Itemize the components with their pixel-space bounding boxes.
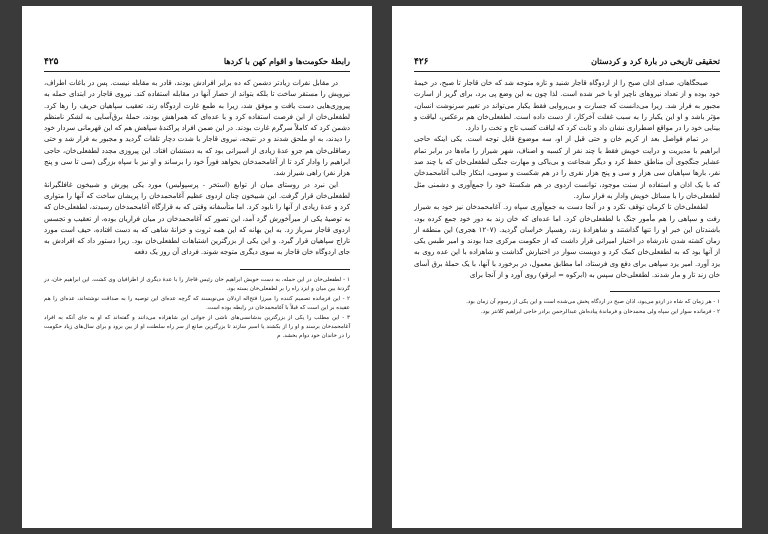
footnote-divider (610, 291, 720, 292)
running-head: تحقیقی تاریخی در بارهٔ کرد و کردستان (591, 56, 720, 66)
footnote: ۲ - فرمانده سوار این سپاه ولی محمدخان و فرماندهٔ پیاده‌اش عبدالرحمن برادر حاجی ابراهیم کلانتر بود. (481, 309, 720, 316)
page-number: ۴۲۶ (414, 57, 429, 67)
footnote-divider (240, 269, 350, 270)
body-text (414, 78, 720, 281)
footnotes (414, 298, 720, 317)
footnotes (44, 276, 350, 341)
running-head: رابطهٔ حکومت‌ها و اقوام کهن با کردها (223, 56, 350, 66)
footnote: ۱ - هر زمان که شاه در اردو می‌بود، اذان صبح در اردگاه پخش می‌شده است و این یکی از رسوم آن زمان بود. (466, 299, 720, 306)
page-number: ۴۲۵ (44, 57, 59, 67)
paragraph: در مقابل نفرات زیادتر دشمن که ده برابر افرادش بودند، قادر به مقابله نیست. پس در باغات اطراف، نیرویش را مستقر ساخت تا بلکه بتواند از حصار آنها در مقابله استفاده کند. نیروی قاجار در ابتدای حمله به پیروزی‌هایی دست یافت و موفق شد، زیرا به طمع غارت اردوگاه زند، تعقیب سپاهیان حریف را رها کرد. لطفعلی‌خان از این فرصت استفاده کرد و با عده‌ای که همراهش بودند، حملهٔ برق‌آسایی به لشکر نامنظم دشمن کرد که کاملاً سرگرم غارت بودند. در این ضمن افراد پراکندهٔ سپاهش هم که این قهرمانی سردار خود را دیدند، به او ملحق شدند و در نتیجه، نیروی قاجار با شدت دچار تلفات گردید و مجبور به فرار شد و حتی رضاقلی‌خان هم جزو عدهٔ زیادی از اسیرانی بود که به دستشان افتاد. این پیروزی مجدد لطفعلی‌خان، حاجی ابراهیم را وادار کرد تا از آغامحمدخان بخواهد فوراً خود را برساند و او نیز با سپاه بزرگی (سی تا سی و پنج هزار نفر) راهی شیراز شد. (44, 79, 350, 178)
footnote: ۳ - این مطلب را یکی از بزرگترین بدشانسی‌های ناشی از جوانی این شاهزاده می‌دانند و گفته‌اند که او به جای آنکه به افراد آغامحمدخان برسند و او را از بکشند یا اسیر سازند تا بزرگترین صانع از سر راه سلطنت او از بین برود و برای سال‌های زیاد حکومت را در خاندان خود دوام بخشد. م (44, 314, 350, 339)
right-book-page (392, 6, 742, 528)
paragraph: در تمام فواصل بعد از کریم خان و حتی قبل از او، سه موضوع قابل توجه است. یکی اینکه حاجی ابراهیم با مدیریت و درایت خویش فقط با چند نفر از کسبه و اصناف، شهر شیراز را ماه‌ها در برابر تمام عشایر جنگجوی آن مناطق حفظ کرد و دیگر شجاعت و بی‌باکی و مهارت جنگی لطفعلی‌خان که با چند صد نفر، بارها سپاهیان سی هزار و سی و پنج هزار نفری را در هم شکست و سومی، ابتکار جالب آغامحمدخان که با یک اذان و استفاده از سنت موجود، توانست اردوی در هم شکستهٔ خود را جمع‌آوری و دشمنی مثل لطفعلی‌خان را با مسائل خویش وادار به فرار سازد. (414, 135, 720, 200)
footnote: ۱ - لطفعلی‌خان در این حمله، به دست خویش ابراهیم خان رئیس قاجار را با عدهٔ دیگری از اطرافیان وی کشت. این ابراهیم خان، در گردنهٔ بین میان و ایزد راه را بر لطفعلی‌خان بسته بود. (44, 276, 350, 292)
paragraph: صبحگاهان، صدای اذان صبح را از اردوگاه قاجار شنید و تازه متوجه شد که خان قاجار تا صبح، در خیمهٔ خود بوده و از تعداد نیروهای ناچیز او با خبر شده است. لذا چون به این وضع پی برد، برای گریز از اسارت مجبور به فرار شد. زیرا می‌دانست که جسارت و بی‌پروایی فقط یکبار می‌تواند در تغییر سرنوشت انسان، مؤثر باشد و او این یکبار را به سبب غفلت آخرکار، از دست داده است. لطفعلی‌خان هم برعکس، لیاقت و بینایی خود را در مواقع اضطراری نشان داد و ثابت کرد که لیاقت کسب تاج و تخت را دارد. (414, 79, 720, 133)
left-book-page (22, 6, 372, 528)
page-header (44, 56, 350, 72)
paragraph: لطفعلی‌خان تا کرمان توقف نکرد و در آنجا دست به جمع‌آوری سپاه زد. آغامحمدخان نیز خود به شیراز رفت و سپاهی را هم مأمور جنگ با لطفعلی‌خان کرد. اما عده‌ای که خان زند به دور خود جمع کرده بود، باشندتان این خبر او را تنها گذاشتند و شاهزادهٔ زند، رهسپار خراسان گردید. (۱۲۰۷ هجری) این منطقه از زمان کشته شدن نادرشاه در اختیار امیرانی قرار داشت که از حکومت مرکزی جدا بودند و امیر طبس یکی از آنها بود که به لطفعلی‌خان کمک کرد و دویست سوار در اختیارش گذاشت و شاهزاده با این عده روی به یزد آورد. امیر یزد سپاهی برای دفع وی فرستاد، اما مطابق معمول، در برخورد با آنها، با یک حملهٔ برق آسای خان زند تار و مار شدند. لطفعلی‌خان سپس به (ابرکوه = ابرقو) روی آورد و از آنجا برای (414, 203, 720, 280)
paragraph: این نبرد در روستای میان از توابع (استخر - پرسپولیس) مورد یکی پورش و شبیخون غافلگیرانهٔ لطفعلی‌خان قرار گرفت. این شبیخون چنان اردوی عظیم آغامحمدخان را پریشان ساخت که آنها را متواری کرد و عدهٔ زیادی از آنها را نابود کرد. اما متأسفانه وقتی که به قرارگاه آغامحمدخان رسیدند، لطفعلی‌خان که به توصیهٔ یکی از میرآخورش گرد آمد، این تصور که آغامحمدخان در میان فراریان بوده، از تعقیب و تجسس اردوی قاجار سرباز زد. به این بهانه که این همه ثروت و خزانهٔ شاهی که به دست افتاده، حیف است مورد تاراج سپاهیان قرار گیرد. و این یکی از بزرگترین اشتباهات لطفعلی‌خان بود. زیرا دستور داد که افرادش به جای اردوگاه خان قاجار به سوی دیگری متوجه شوند. فردای آن روز یک دفعه (44, 180, 350, 257)
footnote: ۲ - این فرمانده تصمیم کننده را میرزا فتح‌اله اردلان می‌نویسند که گرچه عده‌ای این توصیه را به صداقت نوشته‌اند، عده‌ای را هم عقیده بر این است که قبلاً با آغامحمدخان در رابطه بوده است. (44, 295, 350, 311)
body-text (44, 78, 350, 259)
page-header (414, 56, 720, 72)
